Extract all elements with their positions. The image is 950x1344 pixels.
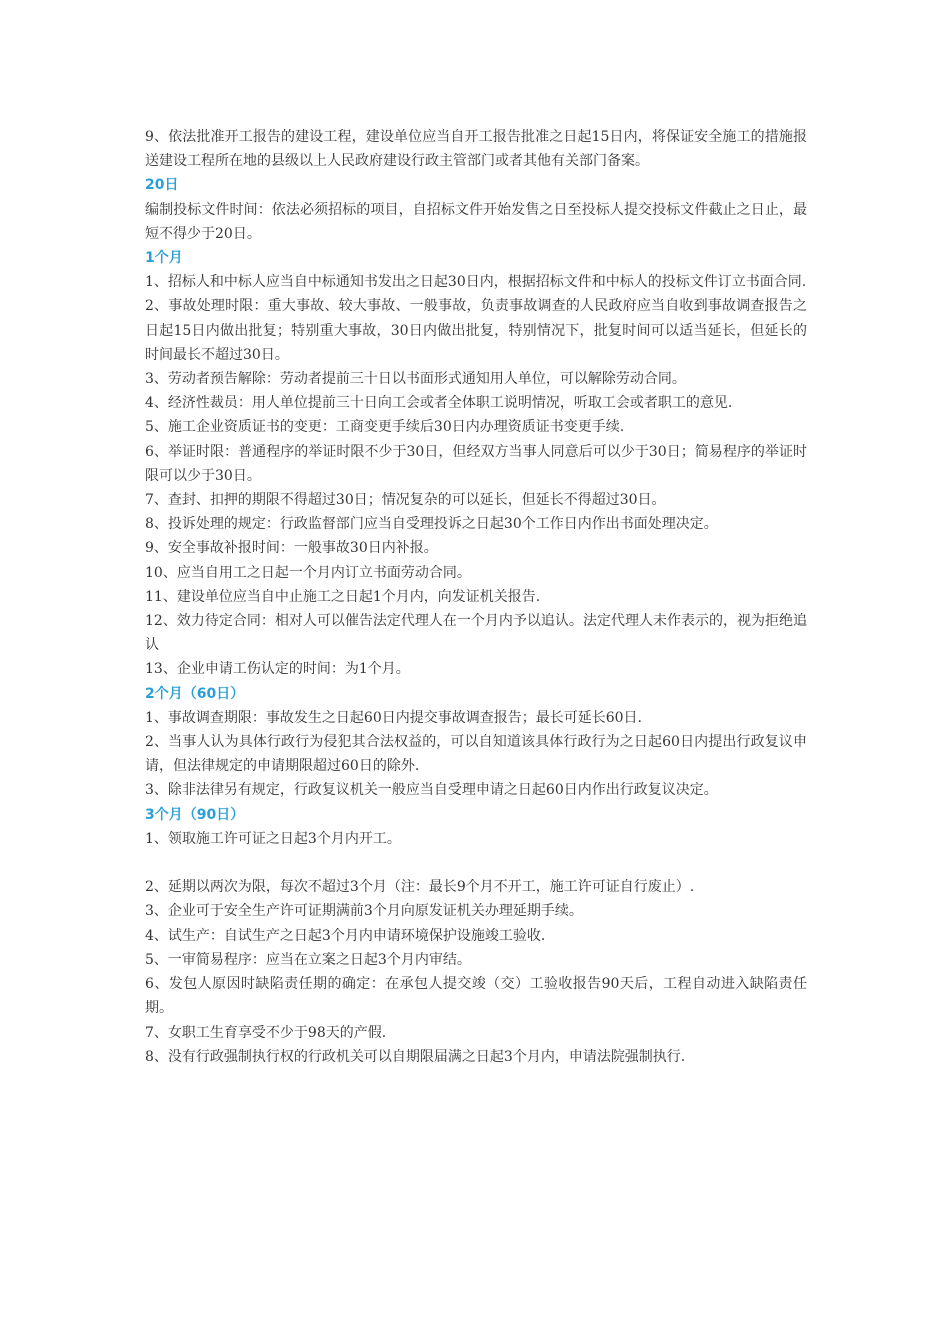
list-item: 5、一审简易程序：应当在立案之日起3个月内审结。 [145, 951, 471, 968]
list-item: 10、应当自用工之日起一个月内订立书面劳动合同。 [145, 564, 471, 581]
list-item: 1、领取施工许可证之日起3个月内开工。 [145, 830, 401, 847]
section-heading-1-month: 1个月 [145, 250, 183, 267]
blank-line [145, 851, 807, 875]
list-item: 6、举证时限：普通程序的举证时限不少于30日，但经双方当事人同意后可以少于30日；简易程序的举证时限可以少于30日。 [145, 443, 807, 484]
list-item: 2、延期以两次为限，每次不超过3个月（注：最长9个月不开工，施工许可证自行废止）. [145, 879, 695, 896]
list-item: 13、企业申请工伤认定的时间：为1个月。 [145, 661, 410, 678]
list-item: 9、安全事故补报时间：一般事故30日内补报。 [145, 540, 438, 557]
list-item: 7、女职工生育享受不少于98天的产假. [145, 1024, 387, 1041]
list-item: 4、经济性裁员：用人单位提前三十日向工会或者全体职工说明情况，听取工会或者职工的意见. [145, 395, 733, 412]
section-heading-2-months: 2个月（60日） [145, 685, 245, 702]
list-item: 5、施工企业资质证书的变更：工商变更手续后30日内办理资质证书变更手续. [145, 419, 625, 436]
paragraph: 编制投标文件时间：依法必须招标的项目，自招标文件开始发售之日至投标人提交投标文件截止之日止，最短不得少于20日。 [145, 201, 807, 242]
list-item: 12、效力待定合同：相对人可以催告法定代理人在一个月内予以追认。法定代理人未作表示的，视为拒绝追认 [145, 613, 807, 654]
section-heading-20-days: 20日 [145, 177, 179, 194]
list-item: 11、建设单位应当自中止施工之日起1个月内，向发证机关报告. [145, 588, 541, 605]
list-item: 4、试生产：自试生产之日起3个月内申请环境保护设施竣工验收. [145, 927, 546, 944]
list-item: 2、事故处理时限：重大事故、较大事故、一般事故，负责事故调查的人民政府应当自收到事故调查报告之日起15日内做出批复；特别重大事故，30日内做出批复，特别情况下，批复时间可以适当延长，但延长的时间最长不超过30日。 [145, 298, 807, 363]
list-item: 1、招标人和中标人应当自中标通知书发出之日起30日内，根据招标文件和中标人的投标文件订立书面合同. [145, 274, 807, 291]
list-item: 8、投诉处理的规定：行政监督部门应当自受理投诉之日起30个工作日内作出书面处理决定。 [145, 516, 718, 533]
list-item: 3、企业可于安全生产许可证期满前3个月向原发证机关办理延期手续。 [145, 903, 583, 920]
paragraph: 9、依法批准开工报告的建设工程，建设单位应当自开工报告批准之日起15日内，将保证安全施工的措施报送建设工程所在地的县级以上人民政府建设行政主管部门或者其他有关部门备案。 [145, 129, 807, 170]
list-item: 2、当事人认为具体行政行为侵犯其合法权益的，可以自知道该具体行政行为之日起60日内提出行政复议申请，但法律规定的申请期限超过60日的除外. [145, 734, 807, 775]
list-item: 8、没有行政强制执行权的行政机关可以自期限届满之日起3个月内，申请法院强制执行. [145, 1048, 686, 1065]
section-heading-3-months: 3个月（90日） [145, 806, 245, 823]
document-page [145, 125, 807, 1069]
list-item: 1、事故调查期限：事故发生之日起60日内提交事故调查报告；最长可延长60日. [145, 709, 642, 726]
list-item: 3、除非法律另有规定，行政复议机关一般应当自受理申请之日起60日内作出行政复议决定。 [145, 782, 718, 799]
list-item: 6、发包人原因时缺陷责任期的确定：在承包人提交竣（交）工验收报告90天后，工程自动进入缺陷责任期。 [145, 976, 807, 1017]
list-item: 3、劳动者预告解除：劳动者提前三十日以书面形式通知用人单位，可以解除劳动合同。 [145, 371, 686, 388]
list-item: 7、查封、扣押的期限不得超过30日；情况复杂的可以延长，但延长不得超过30日。 [145, 492, 666, 509]
